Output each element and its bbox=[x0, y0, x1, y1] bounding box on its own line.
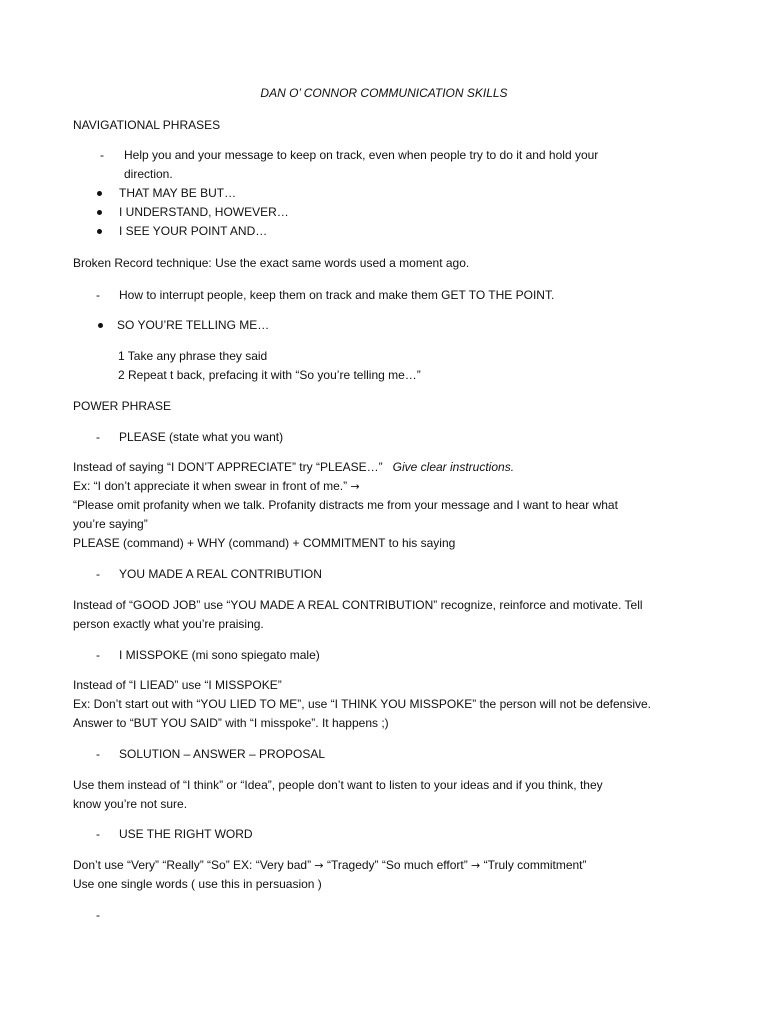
navigational-bullet-1: THAT MAY BE BUT… bbox=[119, 186, 237, 200]
quote-line-2: you’re saying” bbox=[73, 517, 148, 531]
please-item: PLEASE (state what you want) bbox=[119, 430, 284, 444]
contribution-line-2: person exactly what you’re praising. bbox=[73, 617, 264, 631]
broken-record-text: Broken Record technique: Use the exact same words used a moment ago. bbox=[73, 256, 470, 270]
example-line bbox=[73, 477, 360, 496]
broken-record-step-2: 2 Repeat t back, prefacing it with “So you’re telling me…” bbox=[118, 368, 421, 382]
right-word-line-2: Use one single words ( use this in persuasion ) bbox=[73, 877, 322, 891]
broken-record-dash-item: How to interrupt people, keep them on track and make them GET TO THE POINT. bbox=[119, 288, 555, 302]
dash-marker: - bbox=[96, 430, 100, 444]
broken-record-step-1: 1 Take any phrase they said bbox=[118, 349, 268, 363]
dash-marker: - bbox=[100, 148, 104, 162]
document-title: DAN O’ CONNOR COMMUNICATION SKILLS bbox=[260, 86, 508, 100]
dash-marker: - bbox=[96, 908, 100, 922]
dash-marker: - bbox=[96, 648, 100, 662]
misspoke-item: I MISSPOKE (mi sono spiegato male) bbox=[119, 648, 320, 662]
instead-main: Instead of saying “I DON’T APPRECIATE” try “PLEASE…” bbox=[73, 460, 383, 474]
navigational-dash-item-line2: direction. bbox=[124, 167, 173, 181]
quote-line-1: “Please omit profanity when we talk. Profanity distracts me from your message and I want to hear what bbox=[73, 498, 618, 512]
navigational-bullet-2: I UNDERSTAND, HOWEVER… bbox=[119, 205, 289, 219]
right-word-item: USE THE RIGHT WORD bbox=[119, 827, 253, 841]
bullet-dot bbox=[98, 323, 103, 328]
contribution-line-1: Instead of “GOOD JOB” use “YOU MADE A REAL CONTRIBUTION” recognize, reinforce and motivate. Tell bbox=[73, 598, 643, 612]
solution-line-1: Use them instead of “I think” or “Idea”, people don’t want to listen to your ideas and if you think, they bbox=[73, 778, 603, 792]
right-arrow-icon: → bbox=[314, 859, 324, 872]
misspoke-line-1: Instead of “I LIEAD” use “I MISSPOKE” bbox=[73, 678, 282, 692]
bullet-dot bbox=[97, 229, 102, 234]
dash-marker: - bbox=[96, 567, 100, 581]
instead-line bbox=[73, 458, 514, 477]
misspoke-line-3: Answer to “BUT YOU SAID” with “I misspoke”. It happens ;) bbox=[73, 716, 389, 730]
power-phrase-heading: POWER PHRASE bbox=[73, 399, 172, 413]
right-word-part-1: Don’t use “Very” “Really” “So” EX: “Very bad” bbox=[73, 858, 312, 872]
solution-line-2: know you’re not sure. bbox=[73, 797, 188, 811]
formula-line: PLEASE (command) + WHY (command) + COMMITMENT to his saying bbox=[73, 536, 456, 550]
right-arrow-icon: → bbox=[471, 859, 481, 872]
navigational-bullet-3: I SEE YOUR POINT AND… bbox=[119, 224, 268, 238]
example-text: Ex: “I don’t appreciate it when swear in front of me.” bbox=[73, 479, 348, 493]
right-word-line-1 bbox=[73, 856, 587, 875]
dash-marker: - bbox=[96, 288, 100, 302]
solution-item: SOLUTION – ANSWER – PROPOSAL bbox=[119, 747, 326, 761]
navigational-dash-item-line1: Help you and your message to keep on track, even when people try to do it and hold your bbox=[124, 148, 599, 162]
bullet-dot bbox=[97, 191, 102, 196]
instead-note: Give clear instructions. bbox=[392, 460, 515, 474]
right-word-part-3: “Truly commitment” bbox=[483, 858, 587, 872]
dash-marker: - bbox=[96, 827, 100, 841]
contribution-item: YOU MADE A REAL CONTRIBUTION bbox=[119, 567, 322, 581]
right-word-part-2: “Tragedy” “So much effort” bbox=[326, 858, 468, 872]
broken-record-bullet: SO YOU’RE TELLING ME… bbox=[117, 318, 270, 332]
misspoke-line-2: Ex: Don’t start out with “YOU LIED TO ME”, use “I THINK YOU MISSPOKE” the person will not be defensive. bbox=[73, 697, 651, 711]
dash-marker: - bbox=[96, 747, 100, 761]
bullet-dot bbox=[97, 210, 102, 215]
right-arrow-icon: → bbox=[350, 480, 360, 493]
navigational-heading: NAVIGATIONAL PHRASES bbox=[73, 118, 221, 132]
